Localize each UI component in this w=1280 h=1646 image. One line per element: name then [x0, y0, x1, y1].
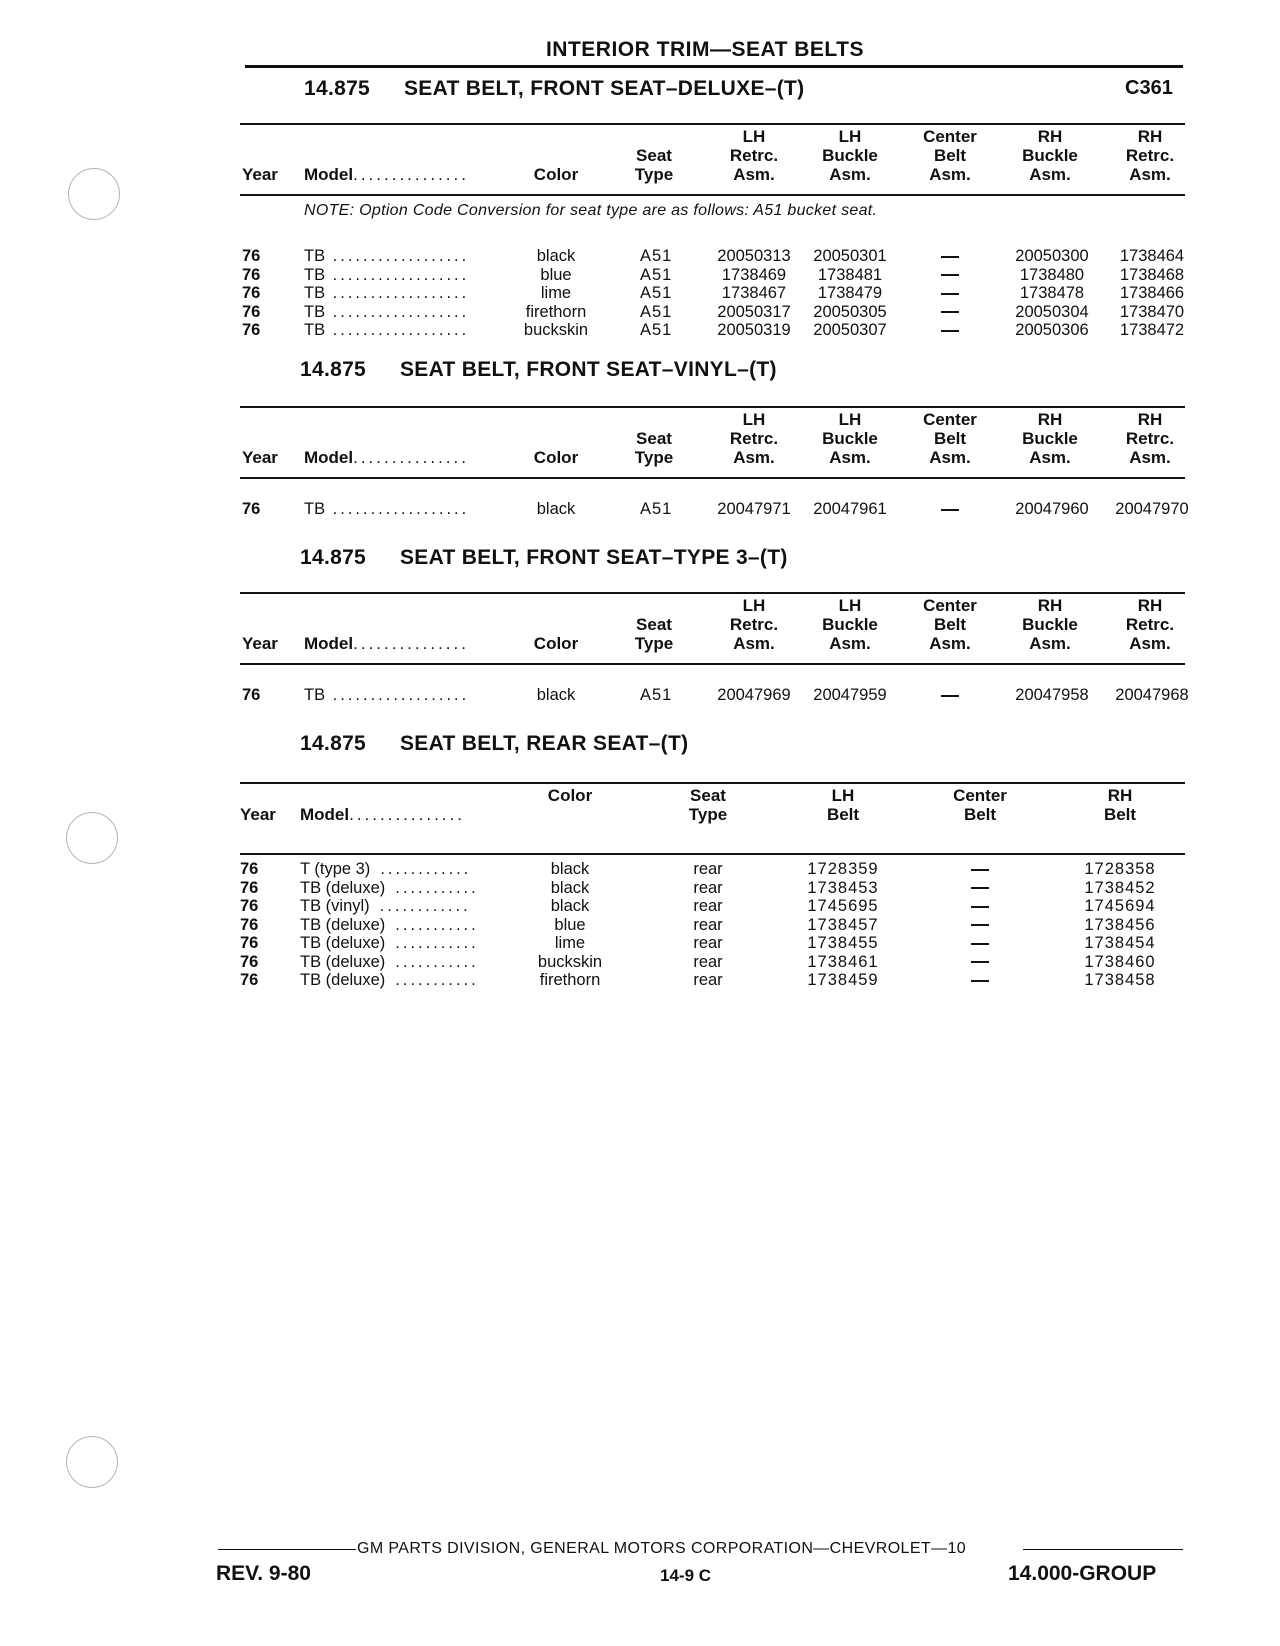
row-model-label: TB (vinyl) — [300, 897, 370, 915]
row-color: lime — [554, 934, 586, 952]
row-seat-type: rear — [693, 934, 723, 952]
row-rh-retrc: 20047970 — [1115, 500, 1189, 518]
row-lh-belt: 1738453 — [807, 878, 879, 897]
row-rh-retrc: 1738466 — [1119, 284, 1185, 302]
leader-dots: ........... — [395, 952, 479, 971]
dash-mark — [941, 256, 959, 258]
row-model — [300, 934, 479, 953]
row-rh-retrc: 1738464 — [1119, 247, 1185, 265]
leader-dots: ............... — [353, 448, 469, 467]
section-title — [300, 546, 788, 570]
section-name: SEAT BELT, REAR SEAT–(T) — [400, 732, 689, 755]
row-seat-type: A51 — [640, 284, 673, 302]
row-rh-retrc: 1738472 — [1119, 321, 1185, 339]
dash-mark — [971, 961, 989, 963]
leader-dots: .................. — [325, 321, 470, 339]
row-model — [300, 897, 471, 916]
leader-dots: ............... — [349, 805, 465, 824]
row-seat-type: rear — [693, 860, 723, 878]
row-year: 76 — [242, 284, 261, 302]
row-color: black — [550, 897, 590, 915]
row-model-label: TB — [304, 284, 326, 302]
row-rh-belt: 1738454 — [1084, 934, 1156, 952]
dash-mark — [971, 924, 989, 926]
row-lh-belt: 1738459 — [807, 971, 879, 989]
row-model-label: TB (deluxe) — [300, 915, 386, 934]
leader-dots: ........... — [395, 971, 479, 989]
row-lh-buckle: 20050307 — [813, 321, 887, 339]
row-center-dash — [950, 953, 1010, 972]
catalog-code: C361 — [1125, 77, 1173, 99]
row-rh-buckle: 20047958 — [1015, 686, 1089, 704]
row-rh-buckle: 20050300 — [1015, 247, 1089, 265]
row-rh-buckle: 20047960 — [1015, 500, 1089, 518]
row-seat-type: rear — [693, 915, 723, 934]
section-name: SEAT BELT, FRONT SEAT–TYPE 3–(T) — [400, 546, 788, 569]
row-model — [300, 916, 479, 935]
row-center-dash — [950, 934, 1010, 953]
row-lh-buckle: 1738479 — [817, 284, 883, 302]
table-top-rule — [240, 123, 1185, 125]
option-note: NOTE: Option Code Conversion for seat type are as follows: A51 bucket seat. — [304, 202, 878, 219]
row-lh-buckle: 1738481 — [817, 265, 883, 284]
footer-corporation: GM PARTS DIVISION, GENERAL MOTORS CORPORATION—CHEVROLET—10 — [357, 1540, 967, 1557]
leader-dots: .................. — [325, 302, 470, 321]
row-year: 76 — [240, 934, 259, 952]
col-header-year: Year — [240, 805, 276, 824]
row-rh-belt: 1728358 — [1084, 860, 1156, 878]
row-lh-buckle: 20047959 — [813, 686, 887, 704]
row-year: 76 — [242, 686, 261, 704]
col-header-color: Color — [533, 634, 579, 653]
row-rh-belt: 1745694 — [1084, 897, 1156, 915]
table-top-rule — [240, 782, 1185, 784]
col-header-model — [304, 634, 469, 653]
row-seat-type: A51 — [640, 265, 673, 284]
col-header-seat-type: Seat Type — [634, 615, 674, 653]
row-model-label: TB (deluxe) — [300, 878, 386, 897]
col-header-lh-buckle: LH Buckle Asm. — [822, 127, 878, 184]
leader-dots: ............... — [353, 165, 469, 184]
row-rh-buckle: 20050306 — [1015, 321, 1089, 339]
footer-rule-right — [1023, 1549, 1183, 1550]
row-color: buckskin — [537, 952, 603, 971]
row-lh-belt: 1738455 — [807, 934, 879, 952]
row-center-dash — [920, 321, 980, 340]
row-model — [304, 266, 469, 285]
col-header-seat-type: Seat Type — [634, 429, 674, 467]
dash-mark — [971, 887, 989, 889]
col-header-model-label: Model — [304, 165, 354, 184]
row-rh-belt: 1738456 — [1084, 915, 1156, 934]
row-color: black — [536, 686, 576, 704]
row-lh-retrc: 20047971 — [717, 500, 791, 518]
row-seat-type: rear — [693, 878, 723, 897]
col-header-model — [300, 805, 465, 824]
row-center-dash — [920, 266, 980, 285]
row-model — [304, 321, 469, 340]
section-title — [304, 77, 804, 101]
dash-mark — [971, 869, 989, 871]
dash-mark — [971, 980, 989, 982]
col-header-color: Color — [533, 165, 579, 184]
row-center-dash — [950, 916, 1010, 935]
table-top-rule — [240, 592, 1185, 594]
dash-mark — [971, 943, 989, 945]
row-lh-retrc: 20050313 — [717, 247, 791, 265]
leader-dots: .................. — [325, 284, 470, 302]
leader-dots: ........... — [395, 934, 479, 952]
row-rh-retrc: 1738470 — [1119, 302, 1185, 321]
row-model-label: T (type 3) — [300, 860, 371, 878]
row-model-label: TB — [304, 247, 326, 265]
row-center-dash — [920, 686, 980, 705]
section-number: 14.875 — [300, 358, 367, 381]
section-title — [300, 732, 688, 756]
row-rh-belt: 1738458 — [1084, 971, 1156, 989]
row-lh-buckle: 20050305 — [813, 302, 887, 321]
col-header-rh-belt: RH Belt — [1103, 786, 1137, 824]
col-header-center-belt: Center Belt — [953, 786, 1007, 824]
leader-dots: ............... — [353, 634, 469, 653]
dash-mark — [941, 330, 959, 332]
col-header-model-label: Model — [304, 634, 354, 653]
row-model-label: TB — [304, 265, 326, 284]
row-center-dash — [950, 897, 1010, 916]
section-number: 14.875 — [300, 546, 367, 569]
row-center-dash — [920, 284, 980, 303]
row-rh-buckle: 1738480 — [1019, 265, 1085, 284]
row-year: 76 — [240, 971, 259, 989]
col-header-rh-buckle: RH Buckle Asm. — [1022, 596, 1078, 653]
leader-dots: .................. — [325, 500, 470, 518]
row-seat-type: A51 — [640, 686, 673, 704]
row-seat-type: A51 — [640, 247, 673, 265]
col-header-lh-retrc: LH Retrc. Asm. — [729, 410, 779, 467]
dash-mark — [941, 293, 959, 295]
row-model-label: TB (deluxe) — [300, 952, 386, 971]
row-lh-buckle: 20050301 — [813, 247, 887, 265]
row-color: blue — [554, 915, 586, 934]
row-year: 76 — [240, 897, 259, 915]
row-year: 76 — [242, 321, 261, 339]
col-header-model-label: Model — [304, 448, 354, 467]
row-color: lime — [540, 284, 572, 302]
col-header-model — [304, 165, 469, 184]
row-center-dash — [920, 247, 980, 266]
dash-mark — [941, 311, 959, 313]
section-name: SEAT BELT, FRONT SEAT–VINYL–(T) — [400, 358, 777, 381]
dash-mark — [941, 509, 959, 511]
section-title — [300, 358, 777, 382]
row-model — [304, 247, 469, 266]
col-header-seat-type: Seat Type — [688, 786, 728, 824]
row-seat-type: A51 — [640, 500, 673, 518]
row-year: 76 — [242, 302, 261, 321]
row-lh-belt: 1738457 — [807, 915, 879, 934]
row-seat-type: A51 — [640, 321, 673, 339]
col-header-model — [304, 448, 469, 467]
row-model-label: TB — [304, 321, 326, 339]
leader-dots: .................. — [325, 247, 470, 265]
row-lh-retrc: 20047969 — [717, 686, 791, 704]
section-number: 14.875 — [304, 77, 371, 100]
row-model-label: TB — [304, 686, 326, 704]
section-name: SEAT BELT, FRONT SEAT–DELUXE–(T) — [404, 77, 805, 100]
table-top-rule — [240, 406, 1185, 408]
leader-dots: ........... — [395, 915, 479, 934]
col-header-year: Year — [242, 634, 278, 653]
col-header-year: Year — [242, 165, 278, 184]
col-header-lh-buckle: LH Buckle Asm. — [822, 410, 878, 467]
row-rh-belt: 1738452 — [1084, 878, 1156, 897]
row-center-dash — [950, 971, 1010, 990]
col-header-rh-retrc: RH Retrc. Asm. — [1125, 596, 1175, 653]
row-lh-retrc: 1738469 — [721, 265, 787, 284]
row-lh-retrc: 20050317 — [717, 302, 791, 321]
row-model — [304, 500, 469, 519]
col-header-rh-buckle: RH Buckle Asm. — [1022, 410, 1078, 467]
row-lh-retrc: 20050319 — [717, 321, 791, 339]
col-header-rh-retrc: RH Retrc. Asm. — [1125, 127, 1175, 184]
row-model-label: TB — [304, 500, 326, 518]
row-rh-belt: 1738460 — [1084, 952, 1156, 971]
leader-dots: .................. — [325, 265, 470, 284]
row-seat-type: A51 — [640, 302, 673, 321]
col-header-center-belt: Center Belt Asm. — [923, 410, 977, 467]
leader-dots: ............ — [379, 897, 471, 915]
row-lh-belt: 1745695 — [807, 897, 879, 915]
row-color: buckskin — [523, 321, 589, 339]
row-seat-type: rear — [693, 971, 723, 989]
col-header-rh-retrc: RH Retrc. Asm. — [1125, 410, 1175, 467]
col-header-rh-buckle: RH Buckle Asm. — [1022, 127, 1078, 184]
col-header-color: Color — [547, 785, 593, 805]
col-header-center-belt: Center Belt Asm. — [923, 127, 977, 184]
row-center-dash — [920, 303, 980, 322]
title-rule — [245, 65, 1183, 68]
col-header-color: Color — [533, 448, 579, 467]
col-header-lh-retrc: LH Retrc. Asm. — [729, 127, 779, 184]
page-title: INTERIOR TRIM—SEAT BELTS — [545, 38, 865, 61]
footer-rule-left — [218, 1549, 356, 1550]
col-header-year: Year — [242, 448, 278, 467]
row-center-dash — [950, 879, 1010, 898]
row-model — [304, 303, 469, 322]
row-model — [304, 686, 469, 705]
revision-label: REV. 9-80 — [216, 1562, 311, 1585]
section-number: 14.875 — [300, 732, 367, 755]
row-center-dash — [920, 500, 980, 519]
row-year: 76 — [240, 860, 259, 878]
row-lh-belt: 1738461 — [807, 952, 879, 971]
row-color: black — [550, 860, 590, 878]
row-rh-buckle: 20050304 — [1015, 302, 1089, 321]
row-model-label: TB — [304, 302, 326, 321]
row-seat-type: rear — [693, 952, 723, 971]
binder-hole-top — [68, 168, 120, 220]
row-year: 76 — [240, 878, 259, 897]
table-header-rule — [240, 853, 1185, 855]
row-year: 76 — [240, 952, 259, 971]
group-label: 14.000-GROUP — [1008, 1562, 1157, 1585]
row-model — [304, 284, 469, 303]
table-header-rule — [240, 663, 1185, 665]
table-header-rule — [240, 477, 1185, 479]
col-header-center-belt: Center Belt Asm. — [923, 596, 977, 653]
col-header-seat-type: Seat Type — [634, 146, 674, 184]
leader-dots: ............ — [380, 860, 472, 878]
binder-hole-middle — [66, 812, 118, 864]
dash-mark — [941, 274, 959, 276]
row-color: firethorn — [539, 971, 601, 989]
dash-mark — [941, 695, 959, 697]
col-header-model-label: Model — [300, 805, 350, 824]
row-seat-type: rear — [693, 897, 723, 915]
row-rh-retrc: 1738468 — [1119, 265, 1185, 284]
row-center-dash — [950, 860, 1010, 879]
dash-mark — [971, 906, 989, 908]
row-color: black — [536, 247, 576, 265]
row-year: 76 — [242, 247, 261, 265]
col-header-lh-buckle: LH Buckle Asm. — [822, 596, 878, 653]
row-lh-buckle: 20047961 — [813, 500, 887, 518]
row-model — [300, 879, 479, 898]
row-lh-retrc: 1738467 — [721, 284, 787, 302]
row-rh-retrc: 20047968 — [1115, 686, 1189, 704]
row-model — [300, 860, 471, 879]
leader-dots: .................. — [325, 686, 470, 704]
row-year: 76 — [240, 915, 259, 934]
col-header-lh-retrc: LH Retrc. Asm. — [729, 596, 779, 653]
row-model — [300, 953, 479, 972]
leader-dots: ........... — [395, 878, 479, 897]
row-year: 76 — [242, 265, 261, 284]
page-number: 14-9 C — [660, 1566, 712, 1585]
row-model-label: TB (deluxe) — [300, 934, 386, 952]
row-model-label: TB (deluxe) — [300, 971, 386, 989]
table-header-rule — [240, 194, 1185, 196]
row-color: blue — [540, 265, 572, 284]
row-color: black — [536, 500, 576, 518]
row-rh-buckle: 1738478 — [1019, 284, 1085, 302]
col-header-lh-belt: LH Belt — [826, 786, 860, 824]
row-year: 76 — [242, 500, 261, 518]
binder-hole-bottom — [66, 1436, 118, 1488]
row-lh-belt: 1728359 — [807, 860, 879, 878]
row-color: firethorn — [525, 302, 587, 321]
row-color: black — [550, 878, 590, 897]
row-model — [300, 971, 479, 990]
